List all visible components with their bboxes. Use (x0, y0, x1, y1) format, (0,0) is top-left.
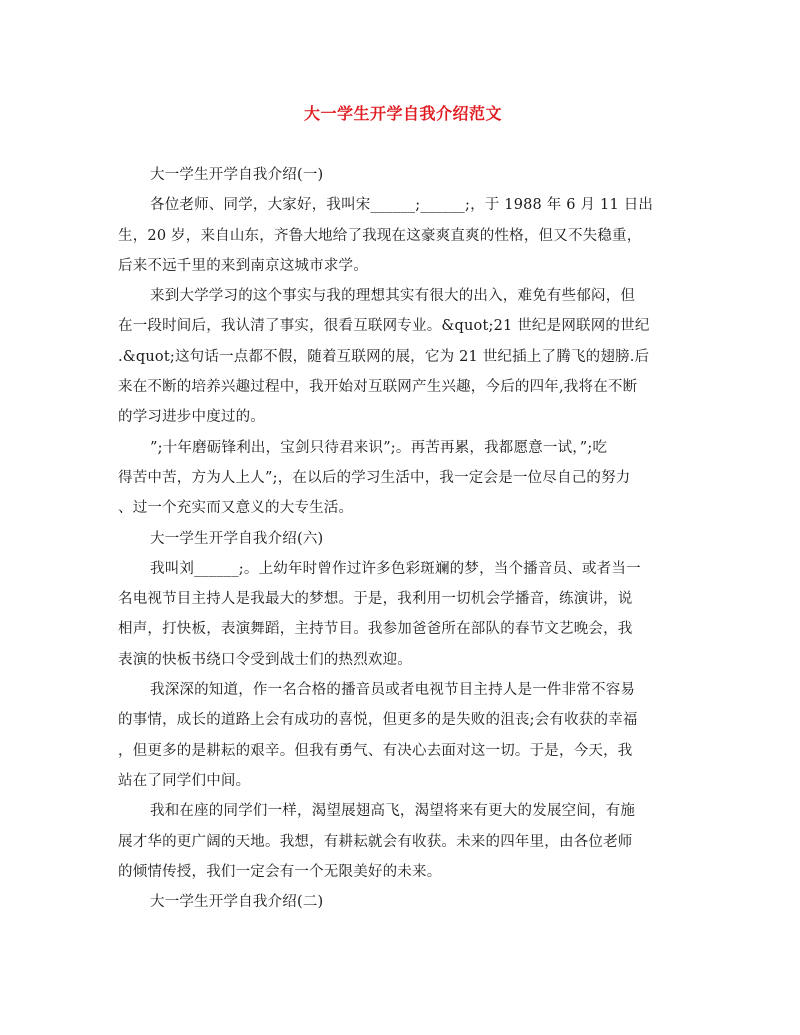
text-line: 我深深的知道，作一名合格的播音员或者电视节目主持人是一件非常不容易 (150, 682, 636, 699)
paragraph (118, 675, 688, 796)
text-line: 展才华的更广阔的天地。我想，有耕耘就会有收获。未来的四年里，由各位老师 (118, 833, 633, 850)
text-line: 来在不断的培养兴趣过程中，我开始对互联网产生兴趣，今后的四年,我将在不断 (118, 379, 638, 396)
text-line: 在一段时间后，我认清了事实，很看互联网专业。&quot;21 世纪是网联网的世纪 (118, 318, 650, 335)
text-line: 、过一个充实而又意义的大专生活。 (118, 500, 354, 517)
text-line: 名电视节目主持人是我最大的梦想。于是，我利用一切机会学播音，练演讲，说 (118, 591, 633, 608)
text-line: 大一学生开学自我介绍(二) (150, 894, 324, 911)
text-line: ”;十年磨砺锋利出，宝剑只待君来识”;。再苦再累，我都愿意一试，”;吃 (150, 439, 608, 456)
paragraph (118, 281, 688, 432)
text-line: 得苦中苦，方为人上人”;，在以后的学习生活中，我一定会是一位尽自己的努力 (118, 469, 631, 486)
text-line: ，但更多的是耕耘的艰辛。但我有勇气、有决心去面对这一切。于是，今天，我 (118, 742, 633, 759)
text-line: 的事情，成长的道路上会有成功的喜悦，但更多的是失败的沮丧;会有收获的幸福 (118, 712, 638, 729)
paragraph (118, 433, 688, 524)
text-line: 站在了同学们中间。 (118, 772, 251, 789)
text-line: 大一学生开学自我介绍(六) (150, 530, 324, 547)
text-line: 来到大学学习的这个事实与我的理想其实有很大的出入，难免有些郁闷，但 (150, 288, 636, 305)
text-line: 的学习进步中度过的。 (118, 409, 265, 426)
text-line: 表演的快板书绕口令受到战士们的热烈欢迎。 (118, 651, 412, 668)
paragraph (118, 796, 688, 887)
text-line: 各位老师、同学，大家好，我叫宋______;______;，于 1988 年 6 月 11 日出 (150, 197, 654, 214)
text-line: .&quot;这句话一点都不假，随着互联网的展，它为 21 世纪插上了腾飞的翅膀.后 (118, 348, 650, 365)
section-heading (118, 524, 688, 554)
text-line: 我和在座的同学们一样，渴望展翅高飞，渴望将来有更大的发展空间，有施 (150, 803, 636, 820)
text-line: 大一学生开学自我介绍(一) (150, 167, 324, 183)
text-line: 我叫刘______;。上幼年时曾作过许多色彩斑斓的梦，当个播音员、或者当一 (150, 560, 641, 577)
section-heading (118, 887, 688, 917)
document-body (118, 160, 688, 917)
text-line: 相声，打快板，表演舞蹈，主持节目。我参加爸爸所在部队的春节文艺晚会，我 (118, 621, 633, 638)
text-line: 后来不远千里的来到南京这城市求学。 (118, 257, 368, 274)
document-title: 大一学生开学自我介绍范文 (303, 104, 502, 123)
paragraph (118, 554, 688, 675)
text-line: 生，20 岁，来自山东，齐鲁大地给了我现在这豪爽直爽的性格，但又不失稳重， (118, 227, 642, 244)
text-line: 的倾情传授，我们一定会有一个无限美好的未来。 (118, 863, 442, 880)
section-heading (118, 160, 688, 190)
paragraph (118, 190, 688, 281)
